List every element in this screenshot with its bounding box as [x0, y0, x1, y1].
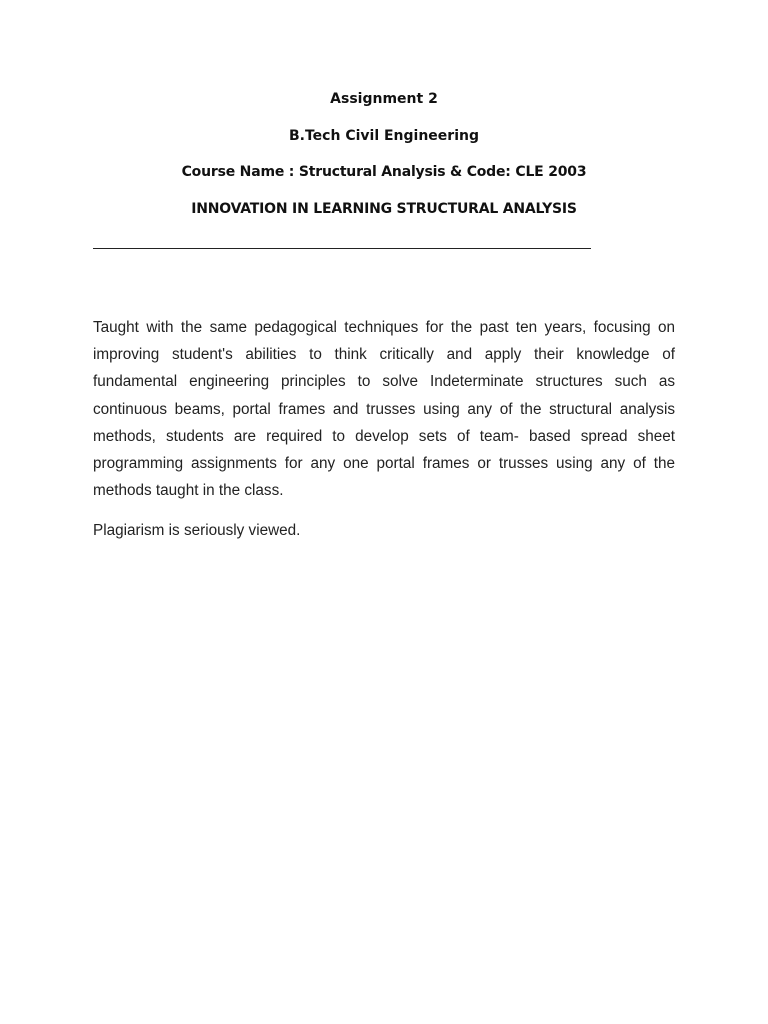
- topic-title: INNOVATION IN LEARNING STRUCTURAL ANALYSIS: [191, 201, 577, 217]
- assignment-description: Taught with the same pedagogical techniques for the past ten years, focusing on improving student's abilities to think critically and apply their knowledge of fundamental engineering principles to solve Indeterminate structures such as continuous beams, portal frames and trusses using any of the structural analysis methods, students are required to develop sets of team- based spread sheet programming assignments for any one portal frames or trusses using any of the methods taught in the class.: [93, 319, 675, 500]
- assignment-title: Assignment 2: [330, 91, 438, 107]
- header-divider: [93, 248, 591, 249]
- program-name: B.Tech Civil Engineering: [289, 128, 479, 144]
- course-line: Course Name : Structural Analysis & Code: CLE 2003: [181, 164, 587, 180]
- plagiarism-note: Plagiarism is seriously viewed.: [93, 522, 301, 539]
